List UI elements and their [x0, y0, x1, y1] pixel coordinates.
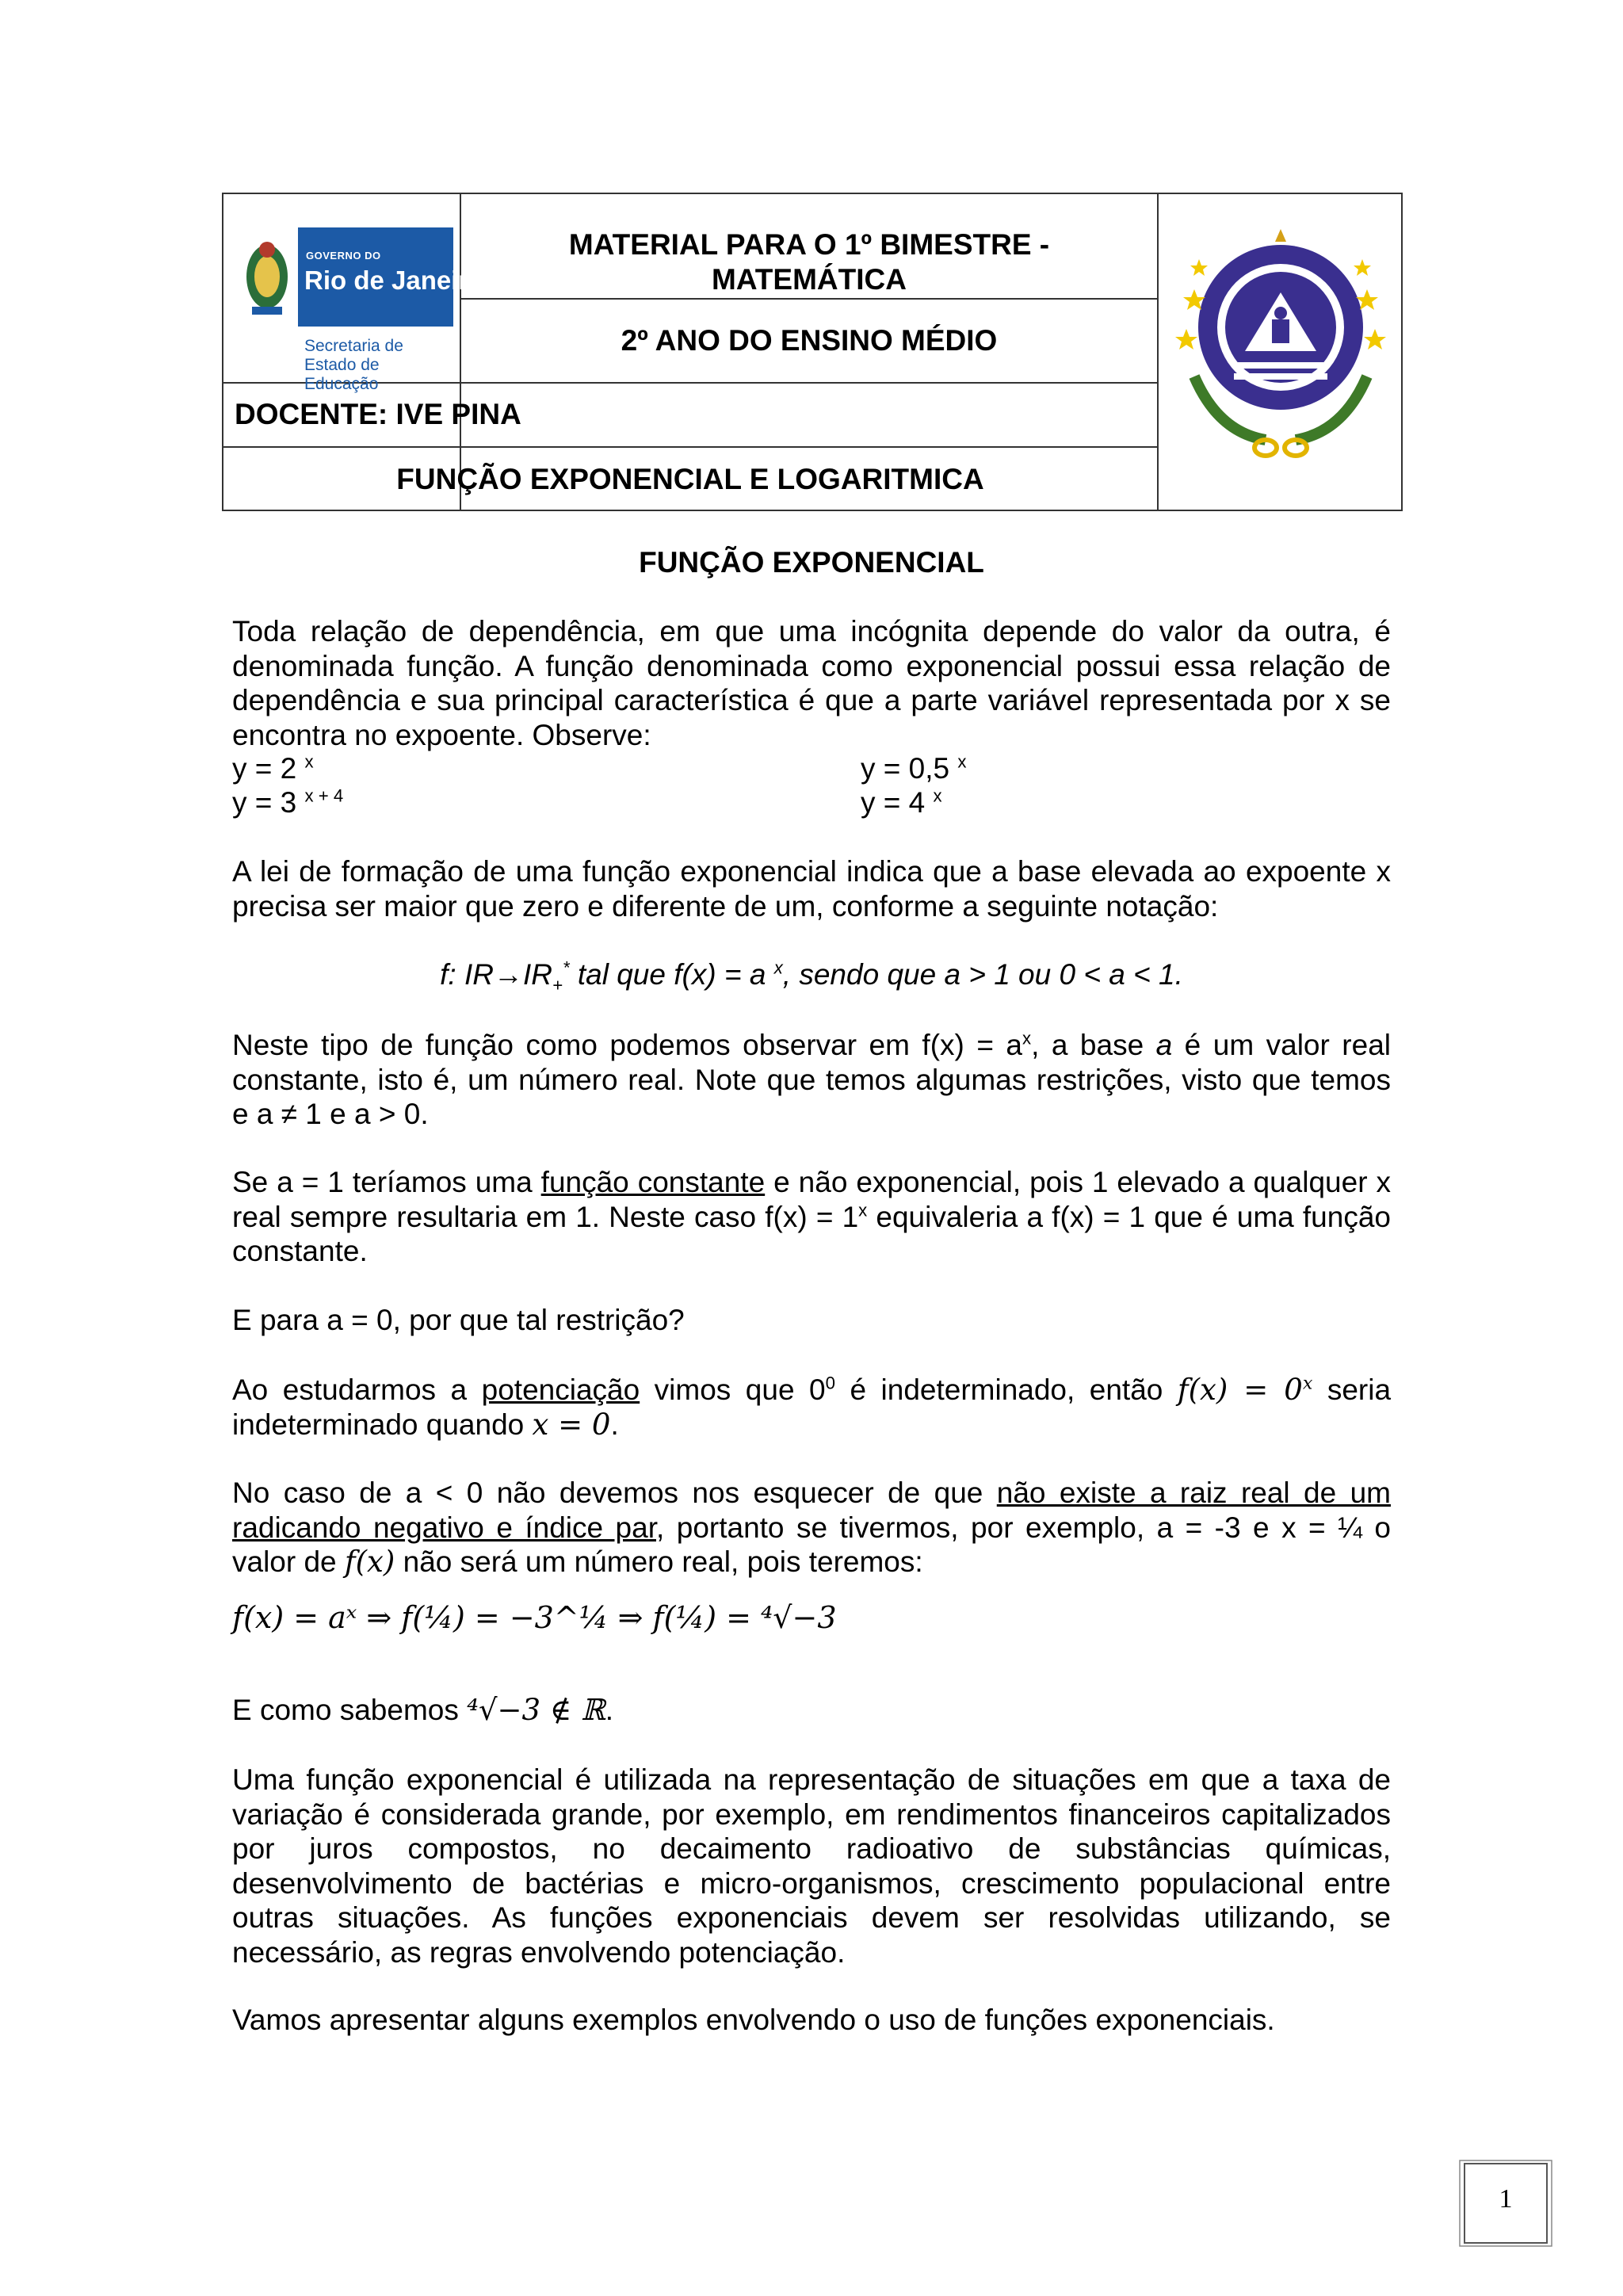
- logo-line-1: GOVERNO DO: [306, 250, 381, 262]
- logo-line-4: Estado de Educação: [304, 356, 380, 393]
- potenciacao-link[interactable]: potenciação: [481, 1373, 640, 1406]
- example-4-exponent: x: [933, 785, 942, 806]
- logo-line-2: Rio de Janeiro: [304, 266, 485, 295]
- example-4-base: y = 4: [861, 786, 926, 819]
- p8-part-a: E como sabemos: [232, 1694, 468, 1726]
- paragraph-5: E para a = 0, por que tal restrição?: [232, 1304, 685, 1336]
- notation-part-3: , sendo que a > 1 ou 0 < a < 1.: [782, 958, 1183, 991]
- section-title: FUNÇÃO EXPONENCIAL: [639, 546, 984, 579]
- page-number: 1: [1499, 2184, 1513, 2214]
- funcao-constante-link[interactable]: função constante: [540, 1166, 766, 1198]
- formula-f-x-zero-pow-x: f(x) = 0: [1177, 1373, 1303, 1407]
- notation-superscript-2: x: [773, 957, 783, 978]
- material-title: [461, 227, 1157, 297]
- notation-line: [232, 957, 1391, 1003]
- p4-sup: x: [858, 1200, 868, 1221]
- formula-x-equals-zero: x = 0: [532, 1407, 611, 1442]
- raiz-real-link[interactable]: não existe a raiz real de um radicando negativo e índice par: [232, 1477, 1391, 1544]
- p4-part-b: e não exponencial, pois 1 elevado a qualquer x real sempre resultaria em 1. Neste caso f(x) = 1: [232, 1166, 1391, 1233]
- p3-sup: x: [1022, 1028, 1032, 1049]
- p4-part-a: Se a = 1 teríamos uma: [232, 1166, 541, 1198]
- paragraph-6: [232, 1373, 1391, 1442]
- paragraph-intro: Toda relação de dependência, em que uma incógnita depende do valor da outra, é denominada função. A função denominada como exponencial possui essa relação de dependência e sua principal característica é que a parte variável representada por x se encontra no expoente. Observe:: [232, 615, 1391, 751]
- example-1: [232, 751, 314, 786]
- formula-line: f(x) = aˣ ⇒ f(¼) = −3^¼ ⇒ f(¼) = ⁴√−3: [232, 1600, 837, 1635]
- teacher-label: DOCENTE: IVE PINA: [235, 398, 521, 430]
- example-4: [861, 785, 942, 820]
- paragraph-8: [232, 1693, 1391, 1728]
- topic-label: FUNÇÃO EXPONENCIAL E LOGARITMICA: [396, 463, 984, 495]
- p7-part-a: No caso de a < 0 não devemos nos esquecer de que: [232, 1477, 997, 1509]
- p6-part-c: é indeterminado, então: [834, 1373, 1178, 1406]
- paragraph-10: Vamos apresentar alguns exemplos envolvendo o uso de funções exponenciais.: [232, 2004, 1275, 2036]
- p3-part-c: é um valor real constante, isto é, um número real. Note que temos algumas restrições, visto que temos e a ≠ 1 e a > 0.: [232, 1029, 1391, 1130]
- cabo-verde-emblem-icon: [1163, 210, 1399, 479]
- example-3: [232, 785, 343, 820]
- example-3-exponent: x + 4: [304, 785, 344, 806]
- p3-variable: a: [1155, 1029, 1173, 1061]
- notation-subscript: +: [552, 975, 563, 995]
- logo-line-3: Secretaria de: [304, 337, 403, 355]
- example-2-base: y = 0,5: [861, 752, 950, 785]
- rj-coat-of-arms-icon: [241, 227, 293, 327]
- header-table: [222, 193, 1403, 511]
- grade-label: 2º ANO DO ENSINO MÉDIO: [621, 324, 998, 357]
- notation-part-1: f: IR→IR: [440, 958, 552, 991]
- p3-part-b: , a base: [1031, 1029, 1156, 1061]
- paragraph-7: [232, 1476, 1391, 1580]
- example-1-exponent: x: [304, 751, 314, 772]
- examples-block: [232, 751, 1391, 823]
- example-3-base: y = 3: [232, 786, 297, 819]
- p7-part-b: , portanto se tivermos, por exemplo, a = -3 e x = ¼ o valor de: [232, 1511, 1392, 1578]
- paragraph-3: [232, 1028, 1391, 1132]
- formula-1-sup: x: [1302, 1373, 1313, 1394]
- p4-part-c: equivaleria a f(x) = 1 que é uma função constante.: [232, 1200, 1391, 1267]
- notation-part-2: tal que f(x) = a: [569, 958, 774, 991]
- paragraph-9: Uma função exponencial é utilizada na representação de situações em que a taxa de variação é considerada grande, por exemplo, em rendimentos financeiros capitalizados por juros compostos, no decaimento radioativo de substâncias químicas, desenvolvimento de bactérias e micro-organismos, crescimento populacional entre outras situações. As funções exponenciais devem ser resolvidas utilizando, se necessário, as regras envolvendo potenciação.: [232, 1763, 1391, 1969]
- p6-sup: 0: [825, 1373, 835, 1393]
- page-number-box: [1457, 2157, 1555, 2249]
- title-line-1: MATERIAL PARA O 1º BIMESTRE -: [568, 228, 1050, 261]
- rio-de-janeiro-logo: [241, 227, 485, 393]
- logo-subtitle: [304, 337, 455, 394]
- notation-superscript: *: [562, 957, 570, 978]
- paragraph-law: A lei de formação de uma função exponencial indica que a base elevada ao expoente x precisa ser maior que zero e diferente de um, conforme a seguinte notação:: [232, 855, 1391, 923]
- formula-f-x: f(x): [344, 1545, 395, 1579]
- example-2: [861, 751, 966, 786]
- p6-part-d: seria indeterminado quando: [232, 1373, 1392, 1441]
- paragraph-4: [232, 1165, 1391, 1269]
- p8-part-b: .: [605, 1694, 614, 1726]
- formula-not-in-reals: ⁴√−3 ∉ ℝ: [467, 1693, 605, 1727]
- p6-part-b: vimos que 0: [640, 1373, 826, 1406]
- example-2-exponent: x: [957, 751, 967, 772]
- rj-blue-box: [298, 227, 485, 327]
- p6-part-a: Ao estudarmos a: [232, 1373, 482, 1406]
- p3-part-a: Neste tipo de função como podemos observar em f(x) = a: [232, 1029, 1022, 1061]
- title-line-2: MATEMÁTICA: [712, 263, 907, 296]
- p6-part-e: .: [610, 1408, 619, 1441]
- example-1-base: y = 2: [232, 752, 297, 785]
- p7-part-c: não será um número real, pois teremos:: [395, 1545, 923, 1578]
